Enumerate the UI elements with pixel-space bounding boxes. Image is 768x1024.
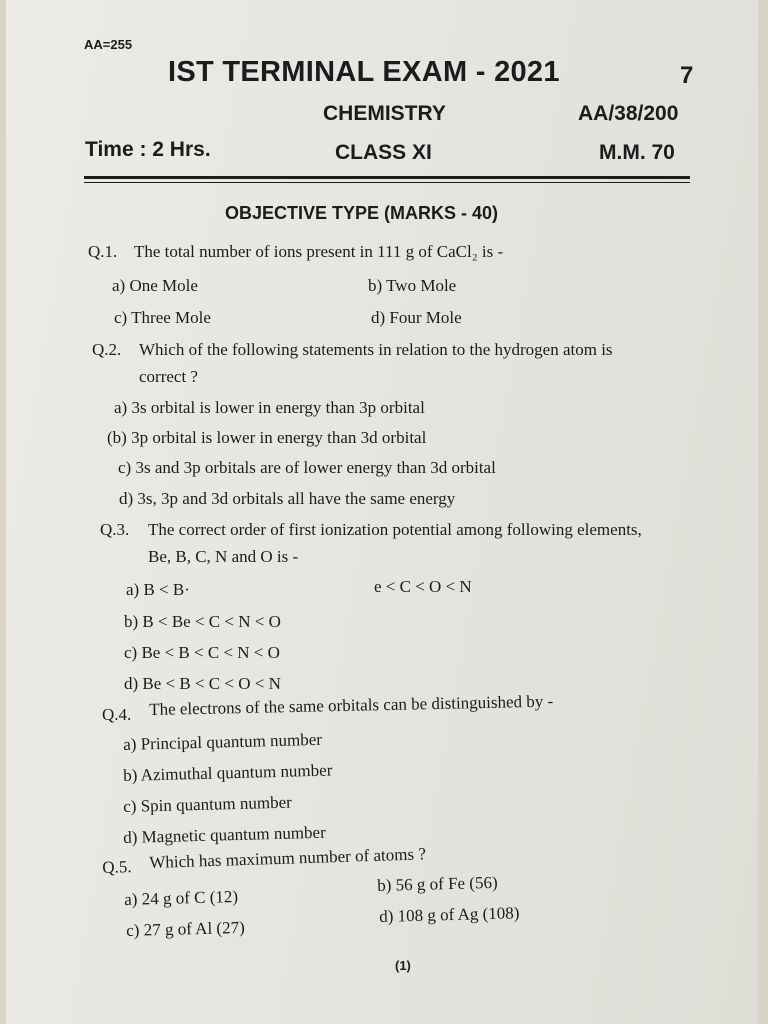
reference-code: AA/38/200	[578, 102, 679, 125]
option: c) Be < B < C < N < O	[124, 643, 280, 662]
option: a) 24 g of C (12)	[124, 887, 239, 909]
question-text: The total number of ions present in 111 g of CaCl₂ is -	[134, 242, 504, 261]
question-text: The correct order of first ionization potential among following elements,	[148, 520, 642, 539]
question-text: Be, B, C, N and O is -	[148, 547, 299, 566]
question-number: Q.4.	[102, 705, 132, 724]
question-number: Q.2.	[92, 340, 122, 359]
question-text: correct ?	[139, 367, 198, 386]
option-continuation: e < C < O < N	[374, 577, 472, 596]
option: c) 27 g of Al (27)	[126, 917, 245, 940]
option: a) 3s orbital is lower in energy than 3p orbital	[114, 398, 425, 417]
max-marks: M.M. 70	[599, 141, 675, 164]
question-text: Which of the following statements in relation to the hydrogen atom is	[139, 340, 613, 359]
header-rule-thick	[84, 176, 690, 179]
option: b) 56 g of Fe (56)	[377, 872, 498, 895]
option: d) 108 g of Ag (108)	[379, 903, 520, 926]
option: d) 3s, 3p and 3d orbitals all have the same energy	[119, 489, 456, 508]
page-footer-number: (1)	[395, 958, 411, 973]
exam-time: Time : 2 Hrs.	[85, 138, 211, 161]
option: c) Three Mole	[114, 308, 211, 327]
option: b) Two Mole	[368, 276, 457, 295]
paper-code: AA=255	[84, 37, 133, 52]
option: d) Be < B < C < O < N	[124, 674, 281, 693]
question-number: Q.5.	[102, 857, 132, 877]
class-label: CLASS XI	[335, 141, 432, 164]
exam-title: IST TERMINAL EXAM - 2021	[168, 56, 560, 88]
option: c) 3s and 3p orbitals are of lower energy than 3d orbital	[118, 458, 496, 477]
subject: CHEMISTRY	[323, 102, 446, 125]
option: c) Spin quantum number	[123, 792, 293, 816]
header-rule-thin	[84, 182, 690, 183]
question-text: The electrons of the same orbitals can be distinguished by -	[149, 691, 554, 719]
option: b) Azimuthal quantum number	[123, 760, 333, 785]
option: (b) 3p orbital is lower in energy than 3d orbital	[107, 428, 427, 447]
question-number: Q.1.	[88, 242, 118, 261]
section-title: OBJECTIVE TYPE (MARKS - 40)	[225, 203, 499, 223]
option: a) One Mole	[112, 276, 198, 295]
option: b) B < Be < C < N < O	[124, 612, 281, 631]
option: a) Principal quantum number	[123, 729, 323, 754]
option: d) Four Mole	[371, 308, 462, 327]
question-number: Q.3.	[100, 520, 130, 539]
exam-paper	[6, 0, 758, 1024]
option: a) B < B·	[126, 580, 190, 599]
option: d) Magnetic quantum number	[123, 822, 326, 847]
page-number: 7	[680, 62, 694, 89]
question-text: Which has maximum number of atoms ?	[149, 844, 427, 872]
